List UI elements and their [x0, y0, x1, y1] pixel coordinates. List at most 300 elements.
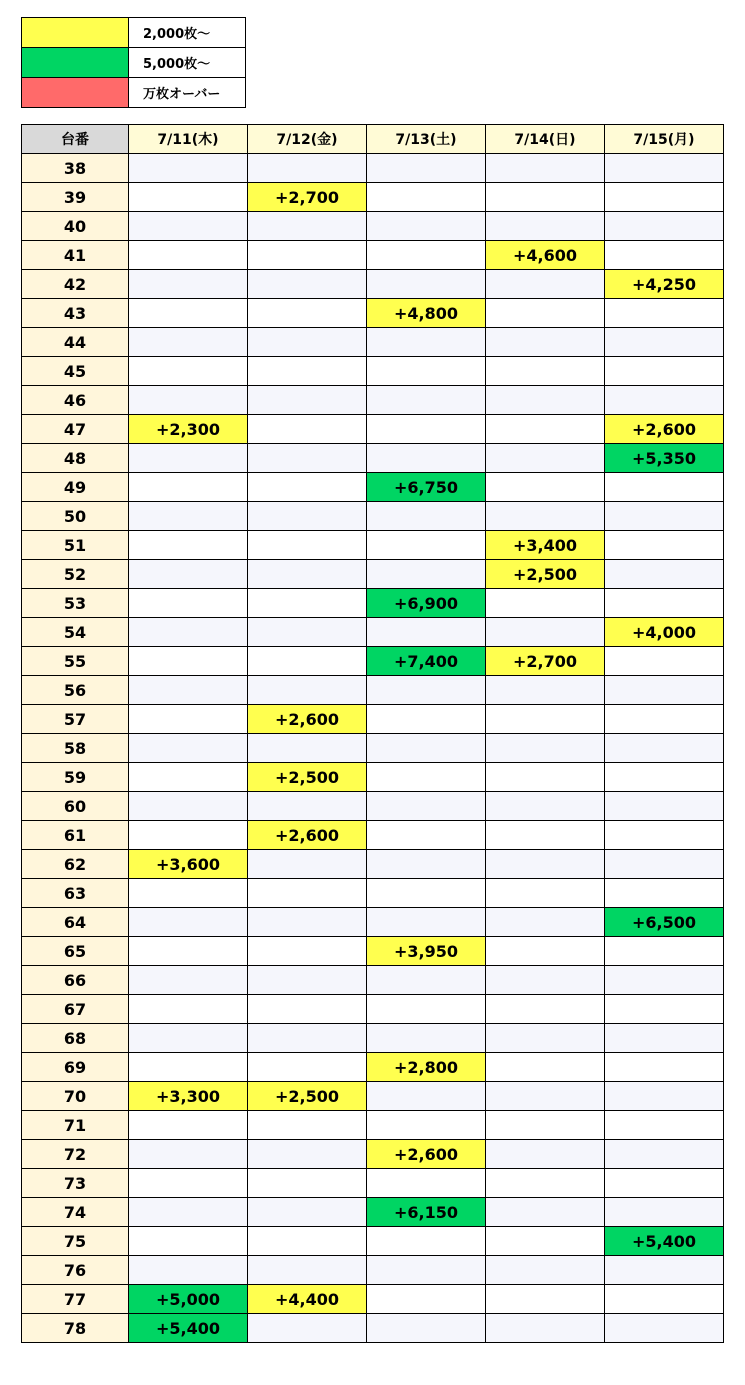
- result-cell: [248, 734, 367, 763]
- result-cell: [248, 154, 367, 183]
- result-cell: [367, 618, 486, 647]
- result-cell: [486, 212, 605, 241]
- machine-number: 52: [22, 560, 129, 589]
- result-cell: [486, 792, 605, 821]
- result-cell: [486, 154, 605, 183]
- result-cell: [486, 1111, 605, 1140]
- result-cell: [605, 1169, 724, 1198]
- result-cell: [605, 328, 724, 357]
- result-cell: +2,700: [486, 647, 605, 676]
- result-cell: [367, 1314, 486, 1343]
- table-row: [22, 415, 724, 444]
- result-cell: [129, 879, 248, 908]
- legend-row: [22, 48, 246, 78]
- result-cell: [486, 705, 605, 734]
- result-cell: [129, 647, 248, 676]
- result-cell: [605, 386, 724, 415]
- result-cell: [367, 1082, 486, 1111]
- result-cell: +2,600: [367, 1140, 486, 1169]
- machine-number: 40: [22, 212, 129, 241]
- result-cell: [129, 386, 248, 415]
- table-row: [22, 618, 724, 647]
- result-cell: [486, 1314, 605, 1343]
- result-cell: [367, 328, 486, 357]
- result-cell: [367, 357, 486, 386]
- result-cell: [248, 212, 367, 241]
- result-cell: [605, 792, 724, 821]
- machine-number: 70: [22, 1082, 129, 1111]
- table-row: [22, 154, 724, 183]
- result-cell: [605, 1256, 724, 1285]
- machine-number: 53: [22, 589, 129, 618]
- result-cell: [367, 531, 486, 560]
- result-cell: [129, 1198, 248, 1227]
- machine-number: 73: [22, 1169, 129, 1198]
- result-cell: [248, 1198, 367, 1227]
- result-cell: [248, 1111, 367, 1140]
- result-cell: [486, 589, 605, 618]
- result-cell: [367, 1256, 486, 1285]
- table-row: [22, 937, 724, 966]
- result-cell: [486, 1024, 605, 1053]
- result-cell: [605, 1111, 724, 1140]
- result-cell: [367, 966, 486, 995]
- result-cell: [248, 618, 367, 647]
- result-cell: +6,750: [367, 473, 486, 502]
- result-cell: [367, 879, 486, 908]
- legend-label: 2,000枚～: [129, 18, 246, 48]
- result-cell: [486, 183, 605, 212]
- result-cell: [486, 415, 605, 444]
- result-cell: [248, 1053, 367, 1082]
- result-cell: [486, 328, 605, 357]
- result-cell: [605, 241, 724, 270]
- result-cell: [486, 1285, 605, 1314]
- machine-number: 67: [22, 995, 129, 1024]
- result-cell: [129, 560, 248, 589]
- result-cell: +6,900: [367, 589, 486, 618]
- result-cell: [367, 734, 486, 763]
- machine-number: 58: [22, 734, 129, 763]
- legend-swatch: [22, 18, 129, 48]
- result-cell: [367, 908, 486, 937]
- result-cell: [129, 908, 248, 937]
- machine-number: 47: [22, 415, 129, 444]
- result-cell: [605, 212, 724, 241]
- result-cell: +4,000: [605, 618, 724, 647]
- table-row: [22, 589, 724, 618]
- table-row: [22, 1053, 724, 1082]
- result-cell: [367, 763, 486, 792]
- result-cell: [605, 647, 724, 676]
- result-cell: +6,500: [605, 908, 724, 937]
- table-row: [22, 1082, 724, 1111]
- machine-number: 61: [22, 821, 129, 850]
- legend-label: 万枚オーバー: [129, 78, 246, 108]
- result-cell: [605, 879, 724, 908]
- result-cell: [129, 589, 248, 618]
- result-cell: +4,600: [486, 241, 605, 270]
- result-cell: +4,800: [367, 299, 486, 328]
- result-cell: [486, 908, 605, 937]
- result-cell: [605, 183, 724, 212]
- result-cell: [129, 1227, 248, 1256]
- result-cell: [605, 676, 724, 705]
- date-header: 7/12(金): [248, 125, 367, 154]
- result-cell: [367, 444, 486, 473]
- result-cell: [367, 1285, 486, 1314]
- result-cell: [129, 821, 248, 850]
- result-cell: [129, 1053, 248, 1082]
- result-cell: [486, 386, 605, 415]
- table-row: [22, 821, 724, 850]
- result-cell: [367, 154, 486, 183]
- result-cell: [248, 676, 367, 705]
- result-cell: [605, 1053, 724, 1082]
- result-cell: [486, 850, 605, 879]
- result-cell: [605, 763, 724, 792]
- result-cell: +3,400: [486, 531, 605, 560]
- result-cell: [486, 937, 605, 966]
- machine-number: 63: [22, 879, 129, 908]
- header-row: [22, 125, 724, 154]
- table-row: [22, 328, 724, 357]
- machine-number: 75: [22, 1227, 129, 1256]
- table-row: [22, 1256, 724, 1285]
- result-cell: [129, 676, 248, 705]
- result-cell: [367, 705, 486, 734]
- result-cell: [248, 241, 367, 270]
- result-cell: [367, 676, 486, 705]
- machine-number: 42: [22, 270, 129, 299]
- result-cell: [486, 444, 605, 473]
- machine-number: 64: [22, 908, 129, 937]
- result-cell: [129, 502, 248, 531]
- table-row: [22, 560, 724, 589]
- result-cell: [605, 357, 724, 386]
- legend-swatch: [22, 78, 129, 108]
- result-cell: +2,600: [248, 705, 367, 734]
- result-cell: [486, 821, 605, 850]
- table-row: [22, 792, 724, 821]
- result-cell: [605, 850, 724, 879]
- result-cell: [605, 705, 724, 734]
- result-cell: [248, 1169, 367, 1198]
- result-cell: [248, 531, 367, 560]
- machine-number: 78: [22, 1314, 129, 1343]
- result-cell: [605, 473, 724, 502]
- result-cell: [367, 821, 486, 850]
- result-cell: [248, 386, 367, 415]
- result-cell: +2,500: [486, 560, 605, 589]
- result-cell: [129, 1169, 248, 1198]
- result-cell: [486, 1227, 605, 1256]
- result-cell: [605, 821, 724, 850]
- machine-number: 72: [22, 1140, 129, 1169]
- result-cell: [367, 995, 486, 1024]
- result-cell: [129, 966, 248, 995]
- result-cell: [486, 1140, 605, 1169]
- machine-number: 66: [22, 966, 129, 995]
- result-cell: [248, 1140, 367, 1169]
- result-cell: [486, 618, 605, 647]
- result-cell: [486, 357, 605, 386]
- result-cell: +4,400: [248, 1285, 367, 1314]
- result-cell: [248, 502, 367, 531]
- result-cell: [367, 183, 486, 212]
- machine-number: 71: [22, 1111, 129, 1140]
- machine-number: 62: [22, 850, 129, 879]
- results-table: [21, 124, 724, 1343]
- result-cell: [486, 270, 605, 299]
- result-cell: +2,300: [129, 415, 248, 444]
- result-cell: +3,950: [367, 937, 486, 966]
- result-cell: [248, 560, 367, 589]
- table-row: [22, 676, 724, 705]
- machine-number: 56: [22, 676, 129, 705]
- machine-number: 45: [22, 357, 129, 386]
- result-cell: [129, 357, 248, 386]
- result-cell: [129, 1111, 248, 1140]
- table-row: [22, 647, 724, 676]
- result-cell: [605, 154, 724, 183]
- result-cell: +2,500: [248, 1082, 367, 1111]
- result-cell: [486, 676, 605, 705]
- table-row: [22, 1198, 724, 1227]
- result-cell: +5,000: [129, 1285, 248, 1314]
- machine-number: 59: [22, 763, 129, 792]
- result-cell: [248, 1024, 367, 1053]
- result-cell: [367, 1169, 486, 1198]
- result-cell: [605, 995, 724, 1024]
- result-cell: [486, 734, 605, 763]
- table-row: [22, 444, 724, 473]
- machine-number: 41: [22, 241, 129, 270]
- result-cell: [129, 212, 248, 241]
- result-cell: +2,800: [367, 1053, 486, 1082]
- machine-number: 57: [22, 705, 129, 734]
- result-cell: [248, 995, 367, 1024]
- table-row: [22, 270, 724, 299]
- legend-swatch: [22, 48, 129, 78]
- result-cell: [605, 1314, 724, 1343]
- result-cell: [367, 502, 486, 531]
- result-cell: [367, 850, 486, 879]
- result-cell: +5,400: [129, 1314, 248, 1343]
- machine-number: 50: [22, 502, 129, 531]
- result-cell: [367, 1227, 486, 1256]
- result-cell: [248, 1256, 367, 1285]
- machine-number: 43: [22, 299, 129, 328]
- result-cell: [129, 154, 248, 183]
- result-cell: [605, 1024, 724, 1053]
- result-cell: [367, 1111, 486, 1140]
- machine-number: 44: [22, 328, 129, 357]
- result-cell: [129, 763, 248, 792]
- result-cell: [129, 937, 248, 966]
- table-row: [22, 966, 724, 995]
- legend-label: 5,000枚～: [129, 48, 246, 78]
- date-header: 7/14(日): [486, 125, 605, 154]
- result-cell: [129, 299, 248, 328]
- table-row: [22, 995, 724, 1024]
- result-cell: [605, 502, 724, 531]
- machine-number: 60: [22, 792, 129, 821]
- table-row: [22, 763, 724, 792]
- result-cell: +2,700: [248, 183, 367, 212]
- result-cell: [605, 299, 724, 328]
- machine-number: 51: [22, 531, 129, 560]
- result-cell: [605, 1082, 724, 1111]
- result-cell: +5,350: [605, 444, 724, 473]
- table-row: [22, 531, 724, 560]
- result-cell: [605, 560, 724, 589]
- result-cell: [248, 937, 367, 966]
- table-row: [22, 502, 724, 531]
- result-cell: [248, 328, 367, 357]
- result-cell: [486, 1082, 605, 1111]
- result-cell: [129, 618, 248, 647]
- table-row: [22, 1314, 724, 1343]
- result-cell: [486, 995, 605, 1024]
- result-cell: [367, 792, 486, 821]
- table-row: [22, 1140, 724, 1169]
- date-header: 7/11(木): [129, 125, 248, 154]
- result-cell: [248, 299, 367, 328]
- legend-row: [22, 18, 246, 48]
- table-row: [22, 357, 724, 386]
- result-cell: +6,150: [367, 1198, 486, 1227]
- machine-number: 69: [22, 1053, 129, 1082]
- result-cell: [129, 328, 248, 357]
- result-cell: [129, 1140, 248, 1169]
- result-cell: +2,600: [605, 415, 724, 444]
- date-header: 7/13(土): [367, 125, 486, 154]
- table-row: [22, 241, 724, 270]
- machine-number: 55: [22, 647, 129, 676]
- result-cell: [248, 966, 367, 995]
- result-cell: [129, 995, 248, 1024]
- result-cell: [486, 879, 605, 908]
- result-cell: [367, 270, 486, 299]
- result-cell: [248, 415, 367, 444]
- result-cell: +3,600: [129, 850, 248, 879]
- result-cell: [486, 763, 605, 792]
- result-cell: [605, 589, 724, 618]
- result-cell: [129, 1024, 248, 1053]
- table-row: [22, 386, 724, 415]
- result-cell: [129, 473, 248, 502]
- result-cell: [367, 386, 486, 415]
- table-row: [22, 879, 724, 908]
- machine-number: 38: [22, 154, 129, 183]
- result-cell: [248, 357, 367, 386]
- table-row: [22, 705, 724, 734]
- result-cell: [248, 270, 367, 299]
- result-cell: [486, 1169, 605, 1198]
- result-cell: [129, 270, 248, 299]
- result-cell: [248, 879, 367, 908]
- result-cell: +5,400: [605, 1227, 724, 1256]
- result-cell: [129, 531, 248, 560]
- result-cell: [248, 473, 367, 502]
- result-cell: [129, 792, 248, 821]
- result-cell: [129, 241, 248, 270]
- legend: [21, 17, 246, 108]
- result-cell: [248, 908, 367, 937]
- result-cell: +2,500: [248, 763, 367, 792]
- result-cell: [248, 1314, 367, 1343]
- result-cell: [129, 1256, 248, 1285]
- table-row: [22, 908, 724, 937]
- result-cell: [248, 647, 367, 676]
- result-cell: [486, 966, 605, 995]
- machine-number: 77: [22, 1285, 129, 1314]
- table-row: [22, 299, 724, 328]
- machine-number: 46: [22, 386, 129, 415]
- result-cell: +2,600: [248, 821, 367, 850]
- result-cell: [486, 1198, 605, 1227]
- result-cell: [367, 1024, 486, 1053]
- result-cell: [248, 792, 367, 821]
- machine-number: 65: [22, 937, 129, 966]
- table-row: [22, 183, 724, 212]
- machine-number-header: 台番: [22, 125, 129, 154]
- result-cell: [367, 241, 486, 270]
- result-cell: [248, 444, 367, 473]
- table-row: [22, 212, 724, 241]
- result-cell: [605, 966, 724, 995]
- machine-number: 76: [22, 1256, 129, 1285]
- table-row: [22, 473, 724, 502]
- machine-number: 54: [22, 618, 129, 647]
- result-cell: [486, 1256, 605, 1285]
- result-cell: [605, 531, 724, 560]
- machine-number: 74: [22, 1198, 129, 1227]
- result-cell: [605, 937, 724, 966]
- machine-number: 39: [22, 183, 129, 212]
- result-cell: [129, 705, 248, 734]
- table-row: [22, 1111, 724, 1140]
- result-cell: [486, 299, 605, 328]
- result-cell: [248, 1227, 367, 1256]
- table-row: [22, 1169, 724, 1198]
- result-cell: +3,300: [129, 1082, 248, 1111]
- result-cell: [486, 502, 605, 531]
- result-cell: [605, 1140, 724, 1169]
- result-cell: [605, 1285, 724, 1314]
- machine-number: 48: [22, 444, 129, 473]
- result-cell: [129, 734, 248, 763]
- legend-row: [22, 78, 246, 108]
- table-row: [22, 1024, 724, 1053]
- result-cell: [367, 560, 486, 589]
- table-row: [22, 850, 724, 879]
- result-cell: +7,400: [367, 647, 486, 676]
- result-cell: [129, 444, 248, 473]
- table-row: [22, 1285, 724, 1314]
- result-cell: [367, 212, 486, 241]
- machine-number: 68: [22, 1024, 129, 1053]
- machine-number: 49: [22, 473, 129, 502]
- result-cell: [248, 850, 367, 879]
- result-cell: [605, 1198, 724, 1227]
- result-cell: [129, 183, 248, 212]
- table-row: [22, 734, 724, 763]
- date-header: 7/15(月): [605, 125, 724, 154]
- table-row: [22, 1227, 724, 1256]
- result-cell: [486, 473, 605, 502]
